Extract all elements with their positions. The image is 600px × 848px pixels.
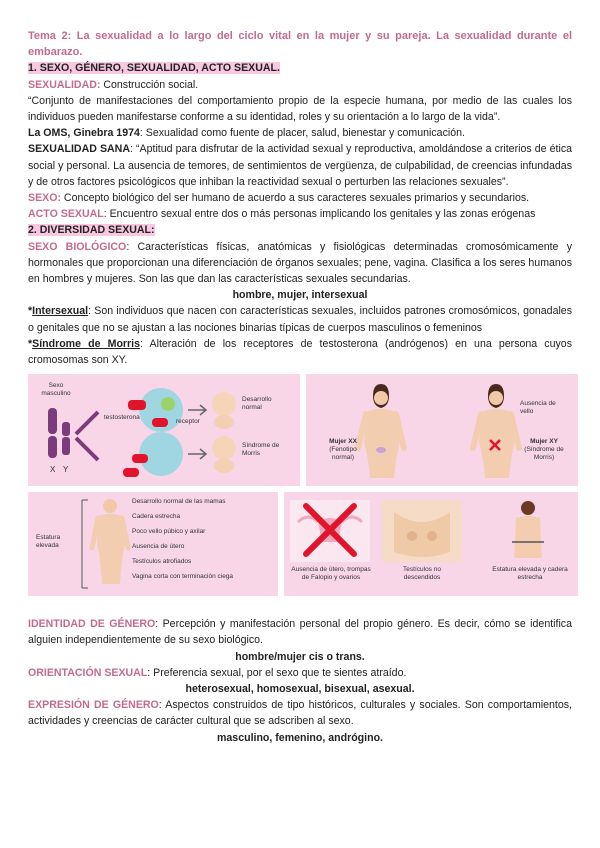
body-figure-icon <box>92 499 128 584</box>
sexo-def: Concepto biológico del ser humano de acuerdo a sus caracteres sexuales primarios y secundarios. <box>60 192 530 205</box>
identidad-def: : Percepción y manifestación personal del propio género. Es decir, cómo se identifica alguien independientemente de su sexo biológico. <box>28 618 572 647</box>
identidad-term: IDENTIDAD DE GÉNERO <box>28 618 156 631</box>
x-label: X <box>50 465 56 475</box>
identidad-center: hombre/mujer cis o trans. <box>235 650 365 663</box>
section-2-heading <box>28 222 572 238</box>
expresion-term: EXPRESIÓN DE GÉNERO <box>28 699 159 712</box>
identidad-paragraph <box>28 616 572 648</box>
features-list <box>132 498 233 581</box>
testiculos-label: Testículos no descendidos <box>403 566 441 582</box>
mujer-xx-title: Mujer XX <box>329 438 357 446</box>
panel-women-comparison <box>306 374 578 486</box>
oms-term: La OMS, Ginebra 1974 <box>28 127 140 140</box>
morris-def: : Alteración de los receptores de testosterona (andrógenos) en una persona cuyos cromosomas son XY. <box>28 337 572 367</box>
panel-receptor-diagram <box>28 374 300 486</box>
arrow-right-icon <box>188 405 206 415</box>
sexualidad-paragraph <box>28 77 572 93</box>
acto-paragraph <box>28 206 572 222</box>
orientacion-paragraph <box>28 665 572 681</box>
cadera-label: Estatura elevada y cadera estrecha <box>492 566 568 582</box>
feature-item: Desarrollo normal de las mamas <box>132 498 226 506</box>
standing-figure-icon <box>512 501 544 558</box>
section-1-heading-text: 1. SEXO, GÉNERO, SEXUALIDAD, ACTO SEXUAL. <box>28 62 280 75</box>
woman-xx-figure-icon <box>358 384 404 478</box>
xy-chromosome-icon <box>48 408 70 458</box>
mujer-xx-sub: (Fenotipo normal) <box>329 446 357 462</box>
sexo-term: SEXO: <box>28 192 61 205</box>
expresion-def: : Aspectos construidos de tipo históricos, culturales y sociales. Son comportamientos, actividades y creencias de carácter cultural que se adscriben al sexo. <box>28 699 572 728</box>
biologico-term: SEXO BIOLÓGICO <box>28 240 127 253</box>
sexo-masculino-label: Sexo masculino <box>41 382 71 398</box>
section-2-heading-text: 2. DIVERSIDAD SEXUAL: <box>28 224 155 237</box>
intersexual-term: Intersexual <box>32 305 89 318</box>
orientacion-def: : Preferencia sexual, por el sexo que te sientes atraído. <box>147 666 407 679</box>
arrow-right-icon <box>188 449 206 459</box>
sexo-paragraph <box>28 190 572 206</box>
oms-paragraph <box>28 125 572 141</box>
receptor-diagram-svg <box>28 374 300 486</box>
estatura-label: Estatura elevada <box>36 534 61 550</box>
sindrome-morris-label: Síndrome de Morris <box>242 442 280 458</box>
intersexual-star: * <box>28 305 33 318</box>
sexualidad-def: Construcción social. <box>100 78 199 91</box>
mujer-xx-label <box>320 438 366 462</box>
arrow-icon <box>76 412 98 460</box>
intersexual-def: : Son individuos que nacen con características sexuales, incluidos patrones cromosómicos, gonadales o genitales que no se ajustan a las nociones binarias típicas de cuerpos masculinos o femeninos <box>28 305 572 334</box>
morris-figure <box>28 374 578 596</box>
expresion-paragraph <box>28 697 572 729</box>
sexualidad-term: SEXUALIDAD: <box>28 78 101 91</box>
testosterone-molecule-icon <box>152 418 168 427</box>
section-1-heading <box>28 60 572 76</box>
document-title: Tema 2: La sexualidad a lo largo del ciclo vital en la mujer y su pareja. La sexualidad durante el embarazo. <box>28 30 572 59</box>
intersexual-paragraph <box>28 303 572 335</box>
testosterona-label: testosterona <box>104 414 140 422</box>
ausencia-vello-label: Ausencia de vello <box>520 400 556 416</box>
morris-paragraph <box>28 336 572 368</box>
sana-def: : “Aptitud para disfrutar de la actividad sexual y reproductiva, amoldándose a criterios de ética social y personal. La ausencia de temores, de sentimientos de vergüenza, de culpabilidad, de creencias infundadas y de otros factores psicológicos que inhiban la reactividad sexual o perturben las relaciones sexuales”. <box>28 143 573 188</box>
biologico-def: : Características físicas, anatómicas y fisiológicas determinadas cromosómicamente y hormonales que proporcionan una diferenciación de órganos sexuales; pene, vagina. Clasifica a los seres humanos en hombres y mujeres. Son las que dan las características sexuales secundarias. <box>28 240 572 286</box>
morris-star: * <box>28 337 33 350</box>
acto-def: : Encuentro sexual entre dos o más personas implicando los genitales y las zonas erógenas <box>103 208 536 221</box>
biologico-paragraph <box>28 239 572 288</box>
feature-item: Ausencia de útero <box>132 543 185 551</box>
ausencia-utero-label: Ausencia de útero, trompas de Falopio y ovarios <box>291 566 371 582</box>
feature-item: Testículos atrofiados <box>132 558 192 566</box>
woman-xy-figure-icon <box>473 384 519 478</box>
morris-term: Síndrome de Morris <box>32 337 141 350</box>
panel-anatomy <box>284 492 578 596</box>
mujer-xy-title: Mujer XY <box>530 438 558 446</box>
baby-normal-icon <box>212 392 236 429</box>
cell-morris-icon <box>139 432 183 476</box>
testosterone-molecule-icon <box>128 400 146 410</box>
expresion-center: masculino, femenino, andrógino. <box>217 731 383 744</box>
orientacion-term: ORIENTACIÓN SEXUAL <box>28 666 148 679</box>
receptor-label: receptor <box>176 418 200 426</box>
mujer-xy-sub: (Síndrome de Morris) <box>524 446 564 462</box>
panel-features-list <box>28 492 278 596</box>
baby-morris-icon <box>212 436 236 473</box>
testosterone-molecule-icon <box>123 468 139 477</box>
testosterone-molecule-icon <box>132 454 148 463</box>
women-comparison-svg <box>306 374 578 486</box>
receptor-icon <box>161 397 175 411</box>
orientacion-center: heterosexual, homosexual, bisexual, asexual. <box>185 683 415 696</box>
sexualidad-quote: “Conjunto de manifestaciones del comportamiento propio de la especie humana, por medio de las cuales los individuos pueden manifestarse conforme a su identidad, roles y su orientación a lo largo de la vida”. <box>28 94 572 124</box>
biologico-center: hombre, mujer, intersexual <box>232 289 368 302</box>
desarrollo-normal-label: Desarrollo normal <box>242 396 272 412</box>
feature-item: Poco vello púbico y axilar <box>132 528 206 536</box>
sana-paragraph <box>28 141 572 190</box>
feature-item: Vagina corta con terminación ciega <box>132 573 234 581</box>
bracket-icon <box>82 500 88 588</box>
acto-term: ACTO SEXUAL <box>28 208 104 221</box>
feature-item: Cadera estrecha <box>132 513 181 521</box>
y-label: Y <box>63 465 69 475</box>
oms-def: : Sexualidad como fuente de placer, salud, bienestar y comunicación. <box>139 127 465 140</box>
sana-term: SEXUALIDAD SANA <box>28 143 130 156</box>
mujer-xy-label <box>518 438 570 462</box>
